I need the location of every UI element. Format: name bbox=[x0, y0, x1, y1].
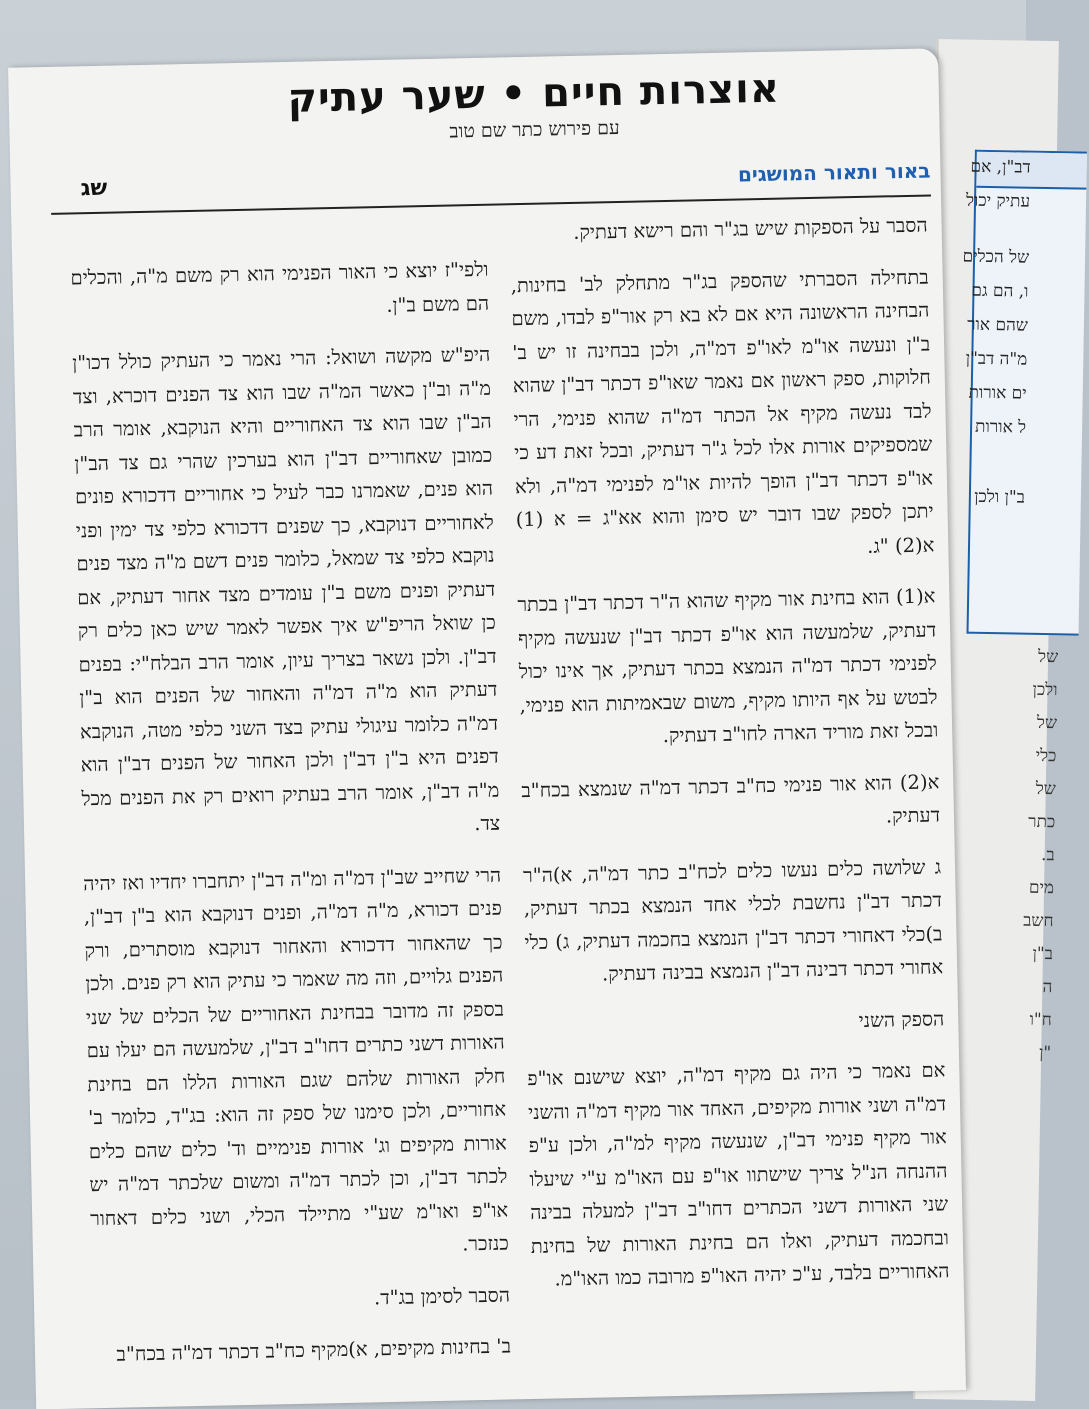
side-lower-line: ולכן bbox=[1032, 679, 1058, 701]
side-lower-line: "ן bbox=[1038, 1042, 1052, 1064]
left-paragraph-4: הסבר לסימן בג"ד. bbox=[373, 1283, 511, 1309]
side-line-7: ים אורות bbox=[968, 382, 1027, 404]
right-subheading: הספק השני bbox=[858, 1006, 945, 1032]
right-paragraph-5: אם נאמר כי היה גם מקיף דמ"ה, יוצא שישנם או"פ דמ"ה ושני אורות מקיפים, האחד אור מקיף דמ"ה והשני אור מקיף פנימי דב"ן, שנעשה מקיף למ"ה, ולכן ע"פ ההנחה הנ"ל צריך שישתוו או"פ עם האו"מ ע"י שיעלו שני האורות דשני הכתרים דחו"ב דב"ן למעלה בבינה ובחכמה דעתיק, ואלו הם בחינת האורות של בחינת האחוריים בלבד, ע"כ יהיה האו"פ מרובה כמו האו"מ. bbox=[527, 1058, 950, 1291]
side-line-3: של הכלים bbox=[962, 246, 1030, 268]
right-heading: הסבר על הספקות שיש בג"ר והם רישא דעתיק. bbox=[573, 213, 928, 244]
side-line-9: ב"ן ולכן bbox=[974, 486, 1026, 508]
side-lower-line: כלי bbox=[1035, 745, 1057, 767]
side-lower-line: ב. bbox=[1040, 844, 1055, 866]
side-lower-line: ח"ו bbox=[1029, 1009, 1052, 1031]
right-paragraph-2: א(1) הוא בחינת אור מקיף שהוא ה"ר דכתר דב"ן בכתר דעתיק, שלמעשה הוא או"פ דכתר דב"ן שנעשה מקיף לפנימי דכתר דמ"ה הנמצא בכתר דעתיק, אך אינו יכול לבטש על אף היותו מקיף, משום שבאמיתות הוא פנימי, ובכל זאת מוריד הארה לחו"ב דעתיק. bbox=[517, 584, 939, 748]
left-paragraph-5: ב' בחינות מקיפים, א)מקיף כח"ב דכתר דמ"ה בכח"ב bbox=[116, 1334, 512, 1366]
side-line-4: ו, הם גם bbox=[971, 280, 1029, 302]
book-subtitle: עם פירוש כתר שם טוב bbox=[449, 116, 620, 143]
side-lower-line: מים bbox=[1028, 877, 1055, 899]
side-lower-line: של bbox=[1037, 646, 1059, 668]
left-column bbox=[70, 253, 512, 1390]
right-column bbox=[509, 209, 950, 1315]
side-line-2: עתיק יכול bbox=[965, 190, 1031, 212]
page-number: שג bbox=[80, 175, 108, 202]
left-paragraph-3: הרי שחייב שב"ן דמ"ה ומ"ה דב"ן יתחברו יחדיו ואז יהיה פנים דכורא, מ"ה דמ"ה, ופנים דנוקבא הוא ב"ן דב"ן, כך שהאחור דדכורא והאחור דנוקבא מוסתרים, ורק הפנים גלויים, וזה מה שאמר כי עתיק הוא רק פנים. ולכן בספק זה מדובר בבחינת האחוריים של הכלים של שני האורות דשני כתרים דחו"ב דב"ן, שלמעשה הם יעלו עם חלק האורות שלהם שגם האורות הללו הם בחינת אחוריים, ולכן סימנו של ספק זה הוא: בג"ד, כלומר ב' אורות מקיפים וג' אורות פנימיים וד' כלים שהם כלים לכתר דב"ן, וכן לכתר דמ"ה ומשום שלכתר דמ"ה יש או"פ ואו"מ שע"י מתיילד הכלי, ושני כלים דאחור כנזכר. bbox=[82, 863, 510, 1256]
page-header bbox=[8, 62, 939, 152]
side-lower-line: של bbox=[1036, 712, 1058, 734]
section-title: באור ותאור המושגים bbox=[737, 158, 931, 187]
side-lower-line: של bbox=[1035, 778, 1056, 800]
side-line-6: מ"ה דב"ן bbox=[965, 348, 1028, 370]
side-line-5: שהם אור bbox=[966, 314, 1029, 336]
left-paragraph-2: היפ"ש מקשה ושואל: הרי נאמר כי העתיק כולל דכו"ן מ"ה וב"ן כאשר המ"ה שבו הוא צד הפנים דוכרא, וצד הב"ן שבו הוא צד האחוריים והיא הנוקבא, אומר הרב כמובן שאחוריים דב"ן הוא בערכין שהרי גם צד הב"ן הוא פנים, שאמרנו כבר לעיל כי אחוריים דדכורא פונים לאחוריים דנוקבא, כך שפנים דדכורא כלפי צד ימין ופני נוקבא כלפי צד שמאל, כלומר פנים דשם מ"ה מצד פנים דעתיק ופנים משם ב"ן עומדים מצד אחור דעתיק, אם כן שואל הריפ"ש איך אפשר לאמר שיש כאן כלים רק דב"ן. ולכן נשאר בצריך עיון, אומר הרב הבלח"י: בפנים דעתיק הוא מ"ה דמ"ה והאחור של הפנים הוא ב"ן דמ"ה כלומר עיגולי עתיק בצד השני כלפי מטה, הנוקבא דפנים היא ב"ן דב"ן ולכן האחור של הפנים דב"ן הוא מ"ה דב"ן, אומר הרב בעתיק רואים רק את הפנים מכל צד. bbox=[72, 342, 501, 836]
right-paragraph-3: א(2) הוא אור פנימי כח"ב דכתר דמ"ה שנמצא בכח"ב דעתיק. bbox=[521, 769, 941, 828]
side-lower-line: ב"ן bbox=[1032, 943, 1054, 965]
side-lower-text bbox=[961, 640, 1058, 1071]
side-lower-line: חשב bbox=[1023, 910, 1054, 932]
side-lower-line: כתר bbox=[1028, 811, 1056, 833]
right-paragraph-4: ג שלושה כלים נעשו כלים לכח"ב כתר דמ"ה, א)ה"ר דכתר דב"ן נחשבת לכלי אחד הנמצא בכתר דעתיק, ב)כלי דאחורי דכתר דב"ן הנמצא בחכמה דעתיק, ג) כלי אחורי דכתר דבינה דב"ן הנמצא בבינה דעתיק. bbox=[522, 854, 944, 986]
side-lower-line: ה bbox=[1042, 977, 1053, 998]
side-line-1: דב"ן, אם bbox=[970, 156, 1031, 178]
right-paragraph-1: בתחילה הסברתי שהספק בג"ר מתחלק לב' בחינות, הבחינה הראשונה היא אם לא בא רק אור"פ לבדו, משם ב"ן ונעשה או"מ לאו"פ דמ"ה, ולכן בבחינה זו יש ב' חלוקות, ספק ראשון אם נאמר שאו"פ דכתר דב"ן שהוא לבד נעשה מקיף אל הכתר דמ"ה שהוא פנימי, הרי שמספיקים אורות אלו לכל ג"ר דעתיק, ובכל זאת דע כי או"פ דכתר דב"ן הופך להיות או"מ לפנימי דמ"ה, ולא יתכן לספק שבו דובר יש סימן והוא אא"ג = א (1) א(2) "ג. bbox=[510, 265, 935, 558]
side-line-8: ל אורות bbox=[974, 416, 1027, 438]
left-paragraph-1: ולפי"ז יוצא כי האור הפנימי הוא רק משם מ"ה, והכלים הם משם ב"ן. bbox=[70, 257, 490, 317]
book-page bbox=[8, 48, 966, 1409]
book-title: אוצרות חיים • שער עתיק bbox=[287, 65, 781, 122]
